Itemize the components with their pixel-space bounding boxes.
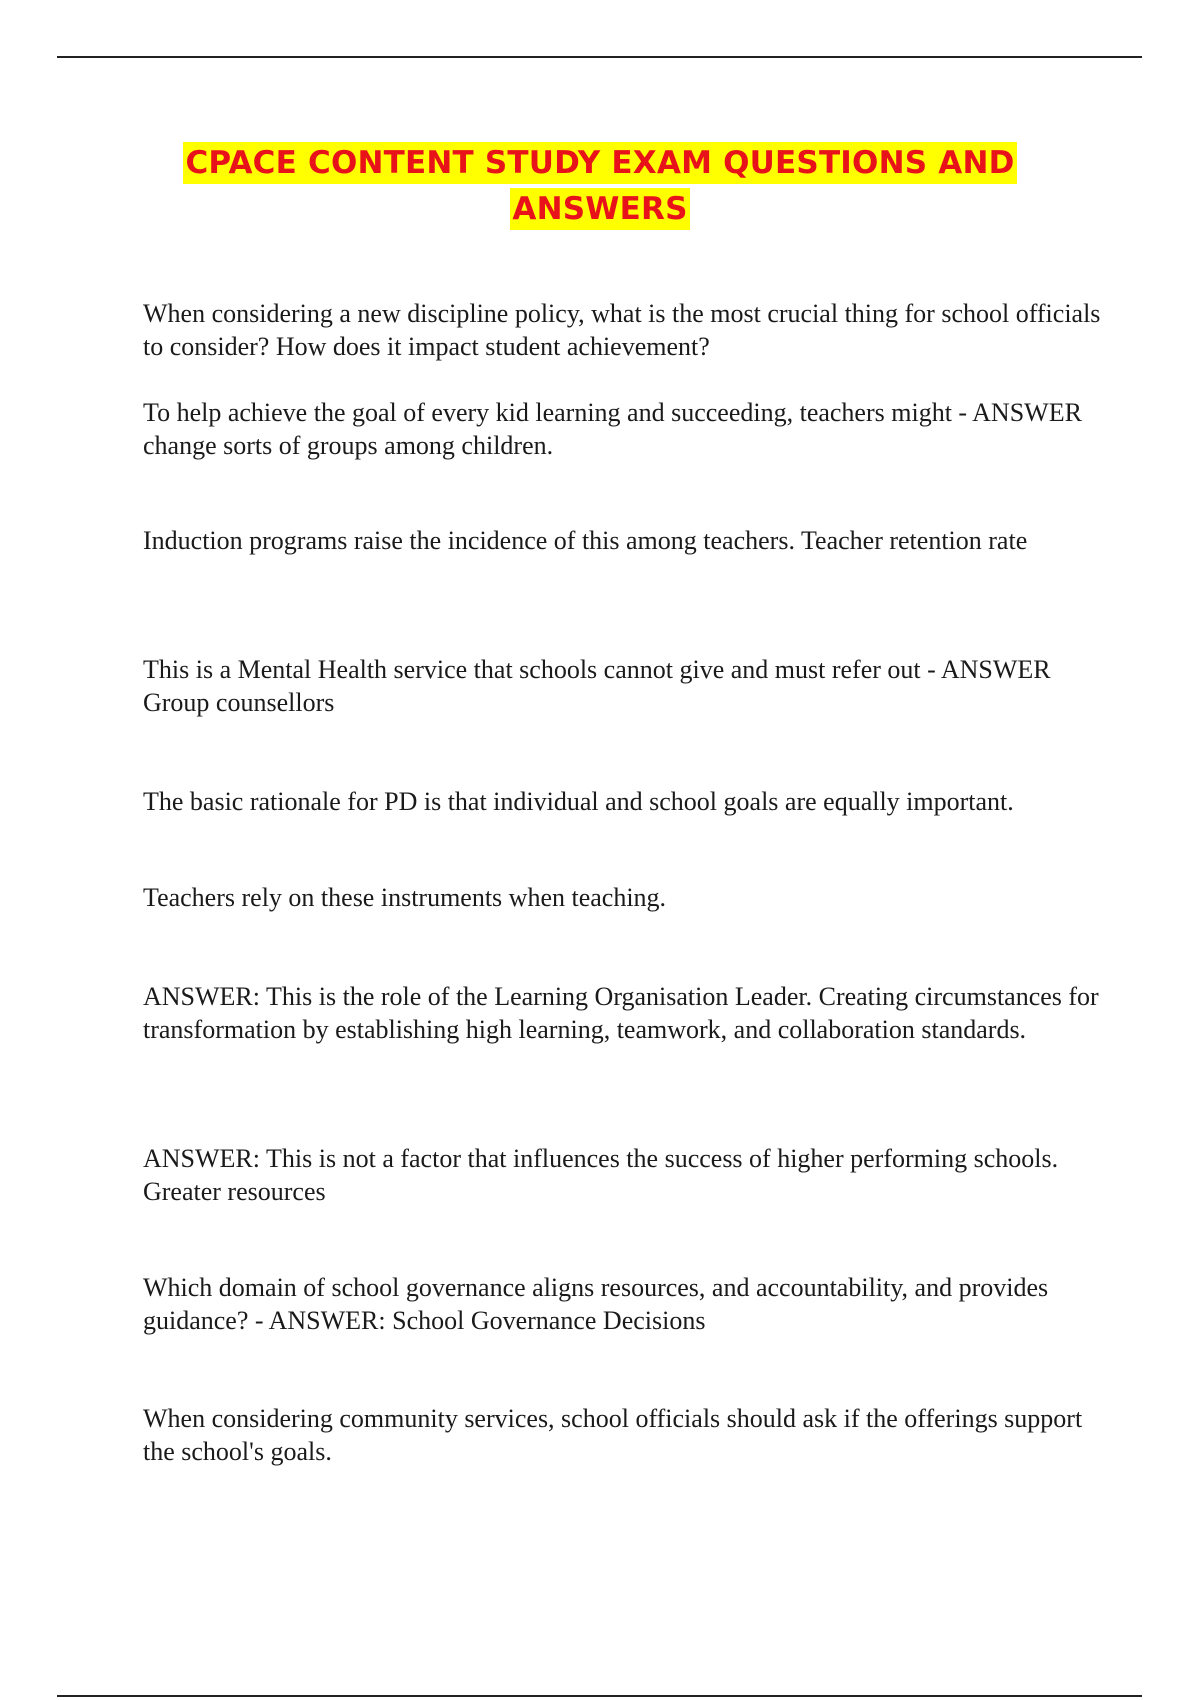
paragraph-groups-among-children: To help achieve the goal of every kid learning and succeeding, teachers might - ANSWER change sorts of groups among children. [143,398,1082,460]
paragraph-induction-programs: Induction programs raise the incidence of this among teachers. Teacher retention rate [143,526,1028,555]
document-title: CPACE CONTENT STUDY EXAM QUESTIONS AND ANSWERS [183,142,1016,230]
paragraph-learning-organisation-leader: ANSWER: This is the role of the Learning Organisation Leader. Creating circumstances for transformation by establishing high learning, teamwork, and collaboration standards. [143,982,1099,1044]
paragraph-higher-performing-schools: ANSWER: This is not a factor that influences the success of higher performing schools. Greater resources [143,1144,1059,1206]
title-block [100,140,1100,232]
paragraph-community-services: When considering community services, school officials should ask if the offerings support the school's goals. [143,1404,1083,1466]
bottom-rule [57,1695,1142,1697]
paragraph-mental-health-service: This is a Mental Health service that schools cannot give and must refer out - ANSWER Group counsellors [143,655,1051,717]
paragraph-teaching-instruments: Teachers rely on these instruments when teaching. [143,883,667,912]
paragraph-school-governance: Which domain of school governance aligns resources, and accountability, and provides guidance? - ANSWER: School Governance Decisions [143,1273,1049,1335]
top-rule [57,56,1142,58]
paragraph-pd-rationale: The basic rationale for PD is that individual and school goals are equally important. [143,787,1014,816]
paragraph-discipline-policy: When considering a new discipline policy, what is the most crucial thing for school officials to consider? How does it impact student achievement? [143,299,1101,361]
